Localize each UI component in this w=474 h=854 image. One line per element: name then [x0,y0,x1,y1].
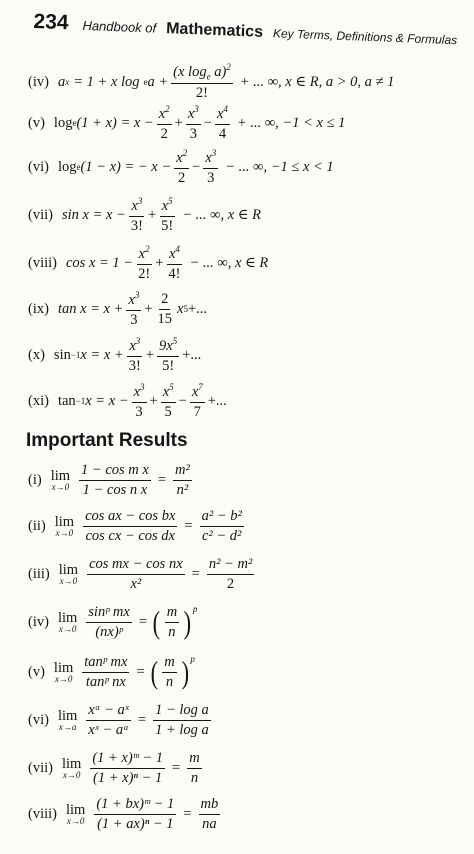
fraction-denominator: 3 [207,169,215,186]
formula-text: x = x − [85,392,129,409]
fraction-numerator: 1 − log a [153,702,211,721]
limit-subscript: x→a [58,722,77,733]
fraction [203,148,218,186]
series-row-ix [28,290,468,328]
fraction-numerator: (x log [173,63,207,80]
formula-sup: 3 [135,336,141,346]
fraction [90,750,165,786]
fraction [132,382,147,420]
fraction [173,462,192,498]
fraction-numerator: 9x [159,337,173,354]
limit-subscript: x→0 [58,624,77,635]
fraction-denominator: 1 − cos n x [82,481,148,498]
fraction-denominator: cos cx − cos dx [85,527,175,544]
series-label: (v) [28,114,45,131]
formula-sup: 5 [183,303,188,314]
formula-sup: x [65,76,70,87]
fraction [190,382,205,420]
result-label: (iii) [28,565,50,582]
result-label: (vi) [28,711,49,728]
fraction [187,750,201,786]
fraction-numerator: sinᵖ mx [86,604,132,623]
fraction-numerator: m² [173,462,192,481]
fraction [159,196,175,234]
operator: − [178,392,187,409]
fraction-denominator: na [202,815,217,832]
series-label: (viii) [28,254,57,271]
fraction [215,104,230,142]
formula-tail: +... [207,392,227,409]
fraction-denominator: x² [130,575,142,592]
fraction-numerator: m [187,750,201,769]
fraction [153,702,211,738]
formula-tail: − ... ∞, x ∈ R [182,206,261,223]
fraction-numerator: m [165,604,179,623]
fraction-denominator: c² − d² [201,527,242,544]
formula-text: (1 + x) = x − [76,114,154,131]
fraction-denominator: 2 [226,575,235,592]
result-row-iv: (iv) lim x→0 $\frac{\text{sinᵖ mx}}{\text{(nx)ᵖ}}$ = ( $\frac{m}{n}$ ) $^p$ [28,604,198,641]
result-row-vii: (vii) lim x→0 $\frac{\text{(1 + x)ᵐ − 1}}{\text{(1 + x)ⁿ − 1}}$ = $\frac{m}{n}$ [28,750,200,786]
series-row-xi [28,382,468,420]
series-label: (x) [28,346,45,363]
fraction [126,290,141,328]
limit-word: lim [54,513,75,530]
fraction [200,508,244,544]
fraction-numerator: x [161,197,169,214]
fraction-denominator: 15 [157,310,173,327]
formula-tail: − ... ∞, −1 ≤ x < 1 [225,158,334,175]
fraction-denominator: 5! [162,357,175,374]
fraction [94,796,176,832]
fraction-numerator: x [162,383,170,400]
fraction-denominator: 3 [135,403,143,420]
fraction-denominator: 2! [195,85,209,102]
fraction-numerator: 1 − cos m x [79,462,151,481]
fraction [82,654,129,690]
series-row-v [28,104,468,142]
formula-text: sin [53,346,71,363]
fraction [127,336,143,374]
fraction [157,336,179,374]
fraction-denominator: n [165,673,174,690]
fraction-numerator: m [162,654,176,673]
formula-sup: −1 [75,395,86,406]
fraction-denominator: 4 [218,125,227,142]
limit-word: lim [61,755,82,772]
fraction-numerator: x [216,105,224,122]
series-row-vi [28,148,468,186]
fraction-numerator: x [131,197,138,214]
fraction-numerator: x [187,105,195,122]
fraction [129,196,145,234]
operator: + [145,346,155,363]
header-handbook: Handbook of [82,17,157,36]
fraction-denominator: 3 [189,125,197,142]
fraction-numerator: x [191,383,199,400]
operator: + [147,206,157,223]
fraction-numerator: mb [199,796,221,815]
formula-text: = 1 + x log [73,73,140,90]
operator: + [174,114,183,131]
formula-tail: +... [187,300,208,317]
fraction-numerator: x [168,245,176,262]
fraction-denominator: 7 [193,403,201,420]
fraction [161,382,176,420]
formula-tail: + ... ∞, −1 < x ≤ 1 [236,114,346,131]
formula-text: a) [210,63,227,80]
formula-sup: p [190,654,195,664]
fraction-numerator: (1 + bx)ᵐ − 1 [94,796,176,815]
result-label: (iv) [28,613,49,630]
fraction-numerator: x [158,105,166,122]
fraction-denominator: 2 [177,169,186,186]
result-label: (ii) [28,517,46,534]
fraction-numerator: x [205,149,212,166]
series-row-viii [28,244,468,282]
formula-sup: −1 [70,349,81,360]
limit-word: lim [53,659,74,676]
series-row-vii [28,196,468,234]
result-row-vi: (vi) lim x→a $\frac{\text{xᵃ − aˣ}}{\text{xˣ − aᵃ}}$ = $\frac{\text{1 − log a}}{\text{1 + log a}}$ [28,702,209,738]
formula-sup: 3 [137,196,143,206]
limit-subscript: x→0 [54,674,73,685]
fraction-numerator: x [128,291,135,308]
fraction-denominator: (1 + x)ⁿ − 1 [93,769,163,786]
fraction [86,702,131,738]
formula-sup: 5 [168,196,173,206]
formula-text: log [57,158,77,175]
limit-word: lim [58,561,79,578]
limit-subscript: x→0 [59,576,78,587]
fraction-denominator: tanᵖ nx [85,673,126,690]
formula-tail: +... [182,346,202,363]
fraction-denominator: 1 + log a [155,721,209,738]
formula-sup: 3 [140,382,145,392]
formula-text: a + [147,73,169,90]
operator: − [192,158,201,175]
formula-text: sin x = x − [61,206,126,223]
fraction-denominator: 2 [160,125,168,142]
fraction [79,462,151,498]
limit-word: lim [66,801,86,818]
limit-subscript: x→0 [51,482,70,493]
fraction-numerator: xᵃ − aˣ [86,702,131,721]
fraction-numerator: x [138,245,146,262]
formula-sub: e [143,76,148,87]
fraction [156,291,175,327]
fraction-denominator: 5! [161,217,174,234]
limit-word: lim [57,707,78,724]
fraction-denominator: 5 [164,403,172,420]
fraction [171,62,233,102]
fraction [186,104,201,142]
fraction-numerator: cos ax − cos bx [83,508,177,527]
fraction [199,796,221,832]
limit-word: lim [50,467,71,484]
formula-sup: 5 [172,336,178,346]
result-row-v: (v) lim x→0 $\frac{\text{tanᵖ mx}}{\text{tanᵖ nx}}$ = ( $\frac{m}{n}$ ) $^p$ [28,654,195,691]
series-label: (iv) [28,73,49,90]
series-label: (vii) [28,206,53,223]
fraction [157,104,172,142]
series-label: (xi) [28,392,49,409]
fraction-denominator: n [190,769,199,786]
formula-tail: − ... ∞, x ∈ R [189,254,269,271]
fraction-numerator: n² − m² [207,556,254,575]
fraction [162,654,176,690]
fraction-denominator: n² [176,481,189,498]
formula-sup: 4 [175,244,180,254]
fraction-denominator: 2! [138,265,151,282]
result-label: (v) [28,663,45,680]
limit-word: lim [57,609,78,626]
fraction-numerator: x [129,337,136,354]
operator: + [149,392,158,409]
result-row-iii: (iii) lim x→0 $\frac{\text{cos mx − cos nx}}{\text{x²}}$ = $\frac{\text{n² − m²}}{2}$ [28,556,253,592]
limit-subscript: x→0 [66,816,85,827]
formula-sup: p [192,604,198,614]
fraction-denominator: n [168,623,176,640]
header-subject: Mathematics [165,20,264,41]
formula-sup: 3 [194,104,199,114]
formula-tail: + ... ∞, x ∈ R, a > 0, a ≠ 1 [239,73,395,90]
fraction [83,508,177,544]
operator: + [155,254,164,271]
header-topic: Key Terms, Definitions & Formulas [272,26,458,48]
fraction-denominator: xˣ − aᵃ [88,721,129,738]
formula-text: a [57,73,66,90]
formula-text: log [53,114,73,131]
operator: + [144,300,153,317]
series-row-x [28,336,468,374]
fraction [86,604,132,640]
fraction [136,244,152,282]
fraction-numerator: 2 [161,290,169,307]
fraction-numerator: x [133,383,140,400]
fraction-denominator: 3! [130,217,143,234]
fraction-denominator: (nx)ᵖ [95,623,123,640]
result-row-i: (i) lim x→0 $\frac{\text{1 − cos m x}}{\text{1 − cos n x}}$ = $\frac{\text{m²}}{\text{n²}}$ [28,462,190,498]
result-row-viii: (viii) lim x→0 $\frac{\text{(1 + bx)ᵐ − 1}}{\text{(1 + ax)ⁿ − 1}}$ = $\frac{mb}{na}$ [28,796,219,832]
formula-sup: 2 [182,148,188,158]
fraction-numerator: x [176,149,183,166]
fraction [207,556,254,592]
result-label: (vii) [28,759,53,776]
page-number: 234 [33,10,70,35]
result-row-ii: (ii) lim x→0 $\frac{\text{cos ax − cos bx}}{\text{cos cx − cos dx}}$ = $\frac{\text{a² − b²}}{\text{c² − d²}}$ [28,508,242,544]
fraction-denominator: 3! [128,357,141,374]
formula-sup: 3 [211,148,217,158]
formula-sup: 3 [134,290,140,300]
series-label: (ix) [28,300,49,317]
formula-sup: 7 [198,382,203,392]
fraction-numerator: cos mx − cos nx [87,556,185,575]
formula-sub: e [72,117,77,128]
fraction-denominator: 3 [130,311,138,328]
limit-subscript: x→0 [62,770,81,781]
formula-sup: 2 [165,104,170,114]
fraction-numerator: tanᵖ mx [82,654,129,673]
fraction-numerator: (1 + x)ᵐ − 1 [90,750,165,769]
result-label: (viii) [28,805,57,822]
formula-text: tan [57,392,76,409]
operator: − [203,114,212,131]
section-title: Important Results [26,430,188,451]
formula-sup: 2 [226,62,231,72]
formula-text: x [177,300,184,317]
formula-text: x = x + [80,346,124,363]
limit-subscript: x→0 [55,528,74,539]
formula-sup: 4 [223,104,228,114]
formula-sub: e [76,161,81,172]
formula-sup: 2 [145,244,150,254]
fraction-denominator: (1 + ax)ⁿ − 1 [97,815,174,832]
series-row-iv [28,62,468,102]
series-label: (vi) [28,158,49,175]
result-label: (i) [28,471,42,488]
formula-sup: 5 [169,382,174,392]
fraction [87,556,185,592]
formula-text: (1 − x) = − x − [80,158,172,175]
formula-sub: e [206,71,211,82]
formula-text: cos x = 1 − [66,254,134,271]
fraction [166,244,182,282]
fraction-denominator: 4! [168,265,181,282]
fraction-numerator: a² − b² [200,508,244,527]
formula-text: tan x = x + [57,300,124,317]
fraction [174,148,189,186]
fraction [165,604,179,640]
